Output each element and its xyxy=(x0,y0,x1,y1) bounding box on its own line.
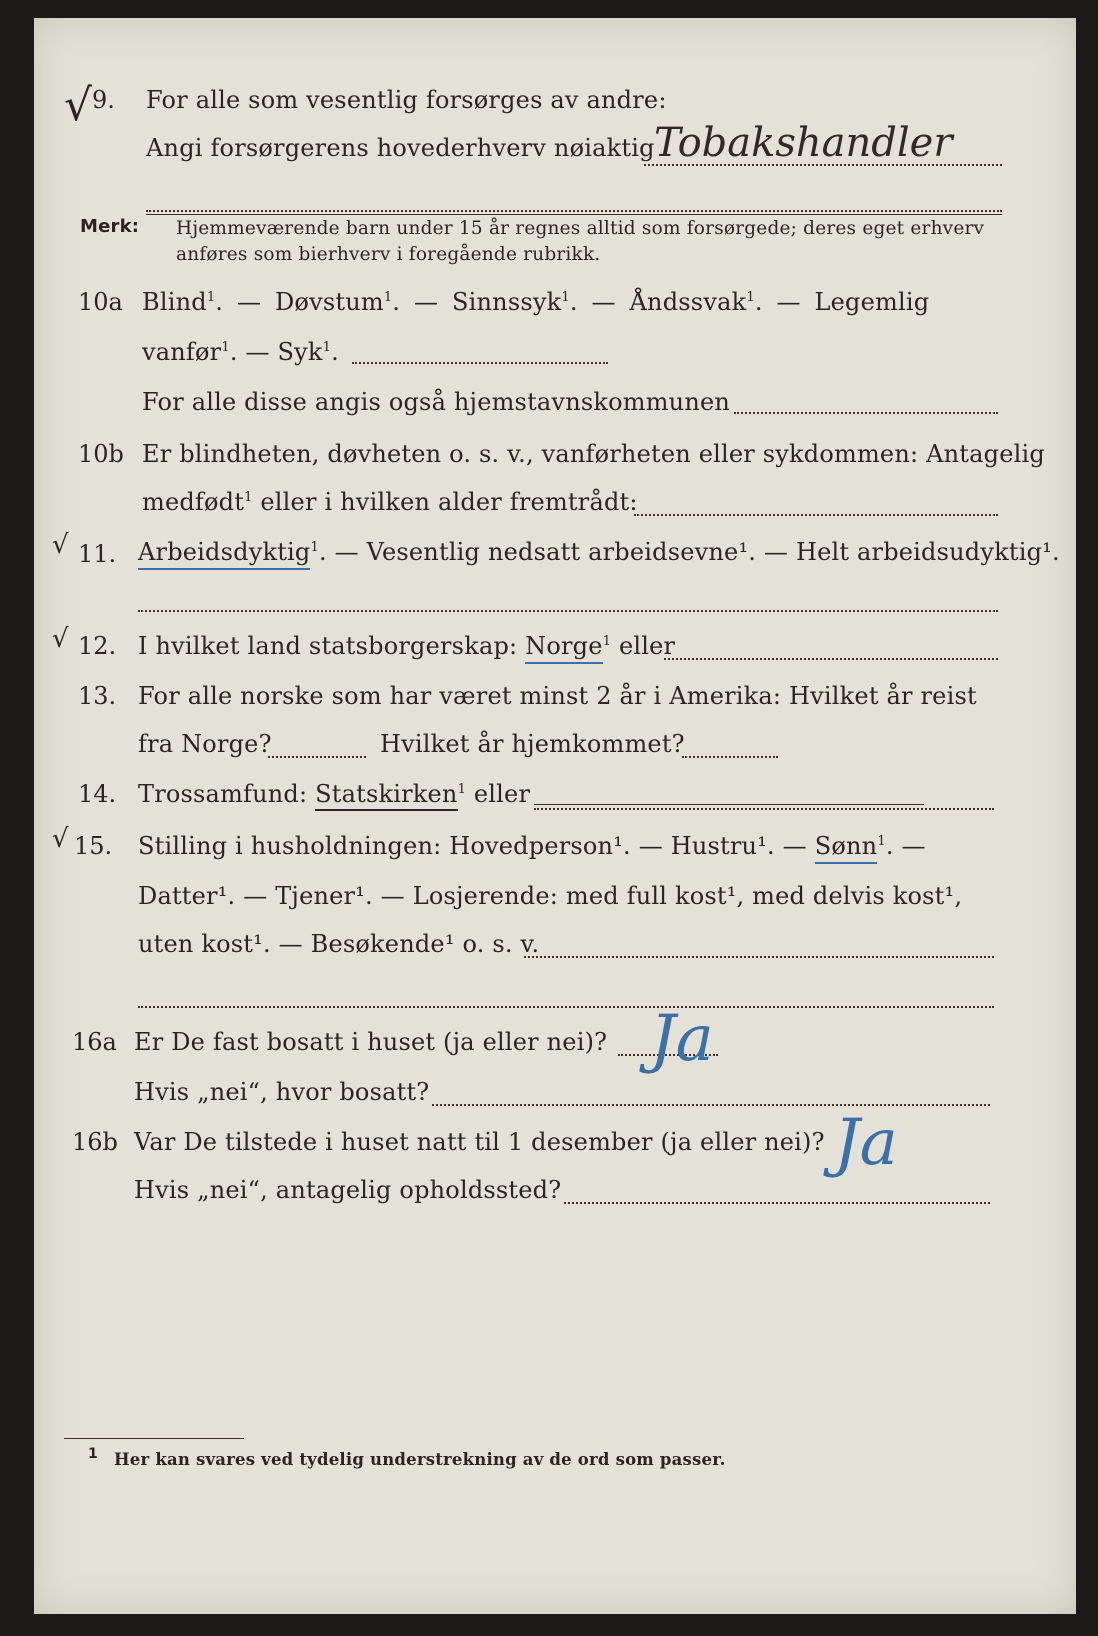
q10b-line1: Er blindheten, døvheten o. s. v., vanførheten eller sykdommen: Antagelig xyxy=(142,440,1045,468)
check-mark-icon: √ xyxy=(52,824,69,854)
option-blind: Blind xyxy=(142,288,207,316)
q12-answer-line xyxy=(664,658,998,660)
q9-answer-handwritten: Tobakshandler xyxy=(654,120,953,166)
q10a-number: 10a xyxy=(78,288,123,316)
q14-underline-mark xyxy=(534,804,924,805)
option-statskirken-underlined: Statskirken xyxy=(315,780,457,811)
option-norge-underlined: Norge xyxy=(525,632,603,664)
note-label: Merk: xyxy=(80,216,140,237)
q13-year-left-line xyxy=(268,756,366,758)
q11-line: Arbeidsdyktig$^1$. — Vesentlig nedsatt arbeidsevne¹. — Helt arbeidsudyktig¹. xyxy=(138,538,1060,566)
q12-line: I hvilket land statsborgerskap: Norge$^1$ eller xyxy=(138,632,675,660)
q11-number: 11. xyxy=(78,540,117,568)
q16b-answer-handwritten: Ja xyxy=(834,1106,898,1180)
q9-line2: Angi forsørgerens hovederhverv nøiaktig xyxy=(146,134,655,162)
q16a-line1: Er De fast bosatt i huset (ja eller nei)? xyxy=(134,1028,608,1056)
footnote-text: Her kan svares ved tydelig understrekning av de ord som passer. xyxy=(114,1450,726,1469)
q16a-address-line xyxy=(432,1104,990,1106)
q10b-number: 10b xyxy=(78,440,124,468)
q14-number: 14. xyxy=(78,780,117,808)
q9-answer-line xyxy=(644,164,1002,166)
q13-line1: For alle norske som har været minst 2 år i Amerika: Hvilket år reist xyxy=(138,682,977,710)
q15-number: 15. xyxy=(74,832,113,860)
q16a-line2: Hvis „nei“, hvor bosatt? xyxy=(134,1078,430,1106)
q9-separator xyxy=(146,214,1002,215)
footnote-mark: 1 xyxy=(88,1446,98,1462)
q15-extra-line xyxy=(138,1006,994,1008)
q16b-line1: Var De tilstede i huset natt til 1 desember (ja eller nei)? xyxy=(134,1128,825,1156)
q10a-answer-line xyxy=(352,362,608,364)
note-line2: anføres som bierhverv i foregående rubrikk. xyxy=(176,244,601,265)
q16b-line2: Hvis „nei“, antagelig opholdssted? xyxy=(134,1176,562,1204)
q15-line1: Stilling i husholdningen: Hovedperson¹. — Hustru¹. — Sønn$^1$. — xyxy=(138,832,926,860)
q12-number: 12. xyxy=(78,632,117,660)
q14-line: Trossamfund: Statskirken$^1$ eller xyxy=(138,780,530,808)
q13-line2b: Hvilket år hjemkommet? xyxy=(380,730,685,758)
option-arbeidsdyktig-underlined: Arbeidsdyktig xyxy=(138,538,310,570)
note-line1: Hjemmeværende barn under 15 år regnes alltid som forsørgede; deres eget erhverv xyxy=(176,218,985,239)
q15-answer-line xyxy=(524,956,994,958)
q13-year-right-line xyxy=(682,756,778,758)
q13-line2a: fra Norge? xyxy=(138,730,272,758)
q11-extra-line xyxy=(138,610,998,612)
q9-extra-line xyxy=(146,210,1002,212)
q10a-line2: vanfør$^1$. — Syk$^1$. xyxy=(142,338,339,366)
q16a-answer-handwritten: Ja xyxy=(650,1002,714,1076)
q10a-hometown-line xyxy=(734,412,998,414)
q9-number: 9. xyxy=(92,86,115,114)
check-mark-icon: √ xyxy=(64,80,93,131)
footnote-rule xyxy=(64,1438,244,1439)
form-page xyxy=(34,18,1076,1614)
option-sonn-underlined: Sønn xyxy=(815,832,878,864)
q16b-location-line xyxy=(564,1202,990,1204)
q10a-line3: For alle disse angis også hjemstavnskommunen xyxy=(142,388,731,416)
q10b-answer-line xyxy=(634,514,998,516)
q15-line2: Datter¹. — Tjener¹. — Losjerende: med full kost¹, med delvis kost¹, xyxy=(138,882,963,910)
q13-number: 13. xyxy=(78,682,117,710)
q16a-number: 16a xyxy=(72,1028,117,1056)
q14-answer-line xyxy=(534,808,994,810)
q10b-line2: medfødt$^1$ eller i hvilken alder fremtrådt: xyxy=(142,488,638,516)
q15-line3: uten kost¹. — Besøkende¹ o. s. v. xyxy=(138,930,540,958)
check-mark-icon: √ xyxy=(52,624,69,654)
q9-line1: For alle som vesentlig forsørges av andre: xyxy=(146,86,667,114)
q10a-line1: Blind$^1$. — Døvstum$^1$. — Sinnssyk$^1$. — Åndssvak$^1$. — Legemlig xyxy=(142,288,930,316)
q16b-number: 16b xyxy=(72,1128,118,1156)
check-mark-icon: √ xyxy=(52,530,69,560)
